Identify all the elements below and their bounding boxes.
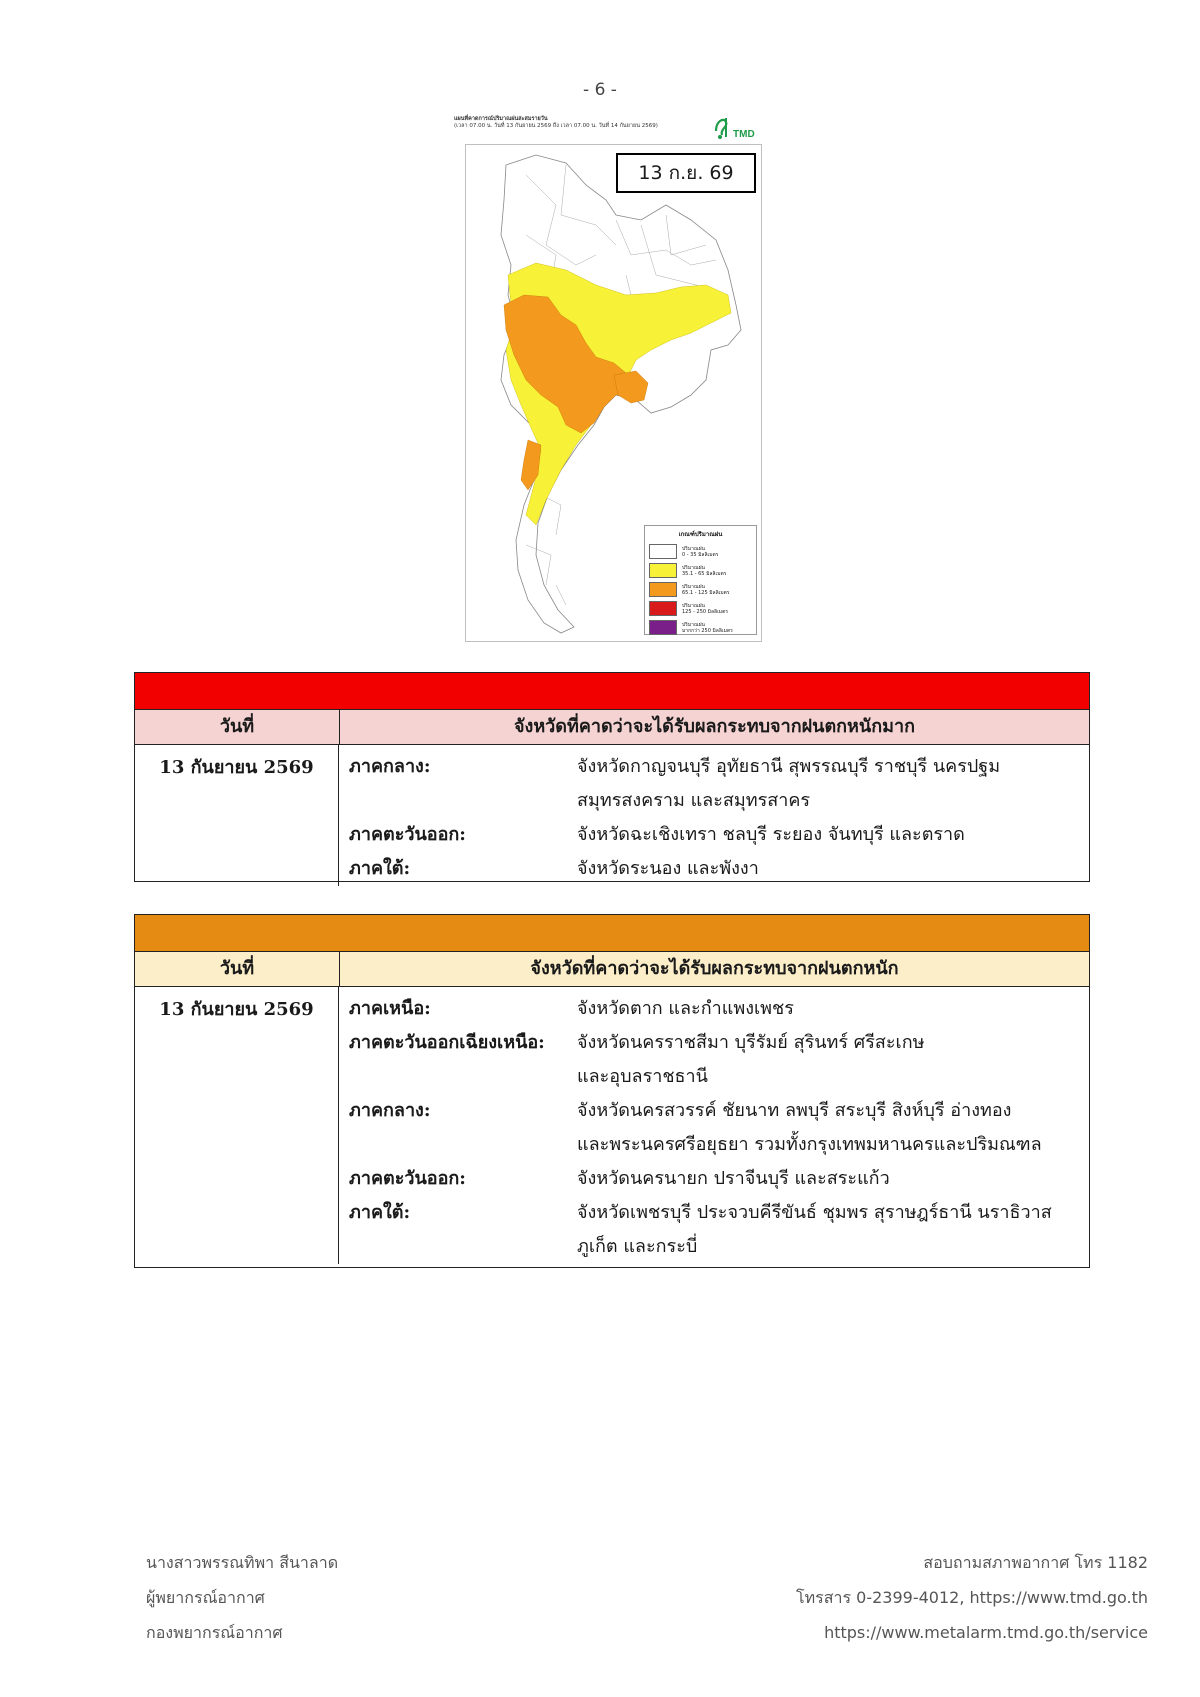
legend-range: 0 - 35 มิลลิเมตร [682, 551, 719, 558]
region-name: ภาคตะวันออก: [349, 824, 466, 845]
legend-item [649, 618, 752, 637]
warning-color-bar-red [135, 673, 1089, 710]
forecaster-name: นางสาวพรรณทิพา สีนาลาด [146, 1553, 339, 1572]
province-line: จังหวัดนครราชสีมา บุรีรัมย์ สุรินทร์ ศรีสะเกษ [577, 1032, 925, 1053]
legend-swatch [649, 544, 677, 559]
legend-swatch [649, 582, 677, 597]
region-north [349, 992, 1089, 1026]
map-frame [465, 144, 762, 642]
heavy-rain-table [134, 914, 1090, 1268]
table-row [135, 745, 1089, 886]
very-heavy-rain-table [134, 672, 1090, 882]
legend-range: มากกว่า 250 มิลลิเมตร [682, 627, 733, 634]
province-line: จังหวัดนครนายก ปราจีนบุรี และสระแก้ว [577, 1168, 890, 1189]
province-line: และพระนครศรีอยุธยา รวมทั้งกรุงเทพมหานครและปริมณฑล [577, 1134, 1042, 1155]
map-date-label: 13 ก.ย. 69 [616, 153, 756, 193]
region-list [339, 987, 1089, 1264]
legend-range: 35.1 - 65 มิลลิเมตร [682, 570, 727, 577]
table-row [135, 987, 1089, 1264]
region-name: ภาคกลาง: [349, 1100, 431, 1121]
legend-label: ปริมาณฝน [682, 564, 705, 571]
region-name: ภาคตะวันออก: [349, 1168, 466, 1189]
province-line: สมุทรสงคราม และสมุทรสาคร [577, 790, 811, 811]
region-provinces [577, 1162, 1089, 1196]
header-provinces: จังหวัดที่คาดว่าจะได้รับผลกระทบจากฝนตกหนัก [530, 958, 899, 979]
legend-label: ปริมาณฝน [682, 602, 705, 609]
legend-swatch [649, 620, 677, 635]
region-provinces [577, 818, 1089, 852]
region-provinces [577, 1094, 1089, 1162]
region-south [349, 852, 1089, 886]
province-line: จังหวัดเพชรบุรี ประจวบคีรีขันธ์ ชุมพร สุราษฎร์ธานี นราธิวาส [577, 1202, 1052, 1223]
forecast-date: 13 กันยายน 2569 [135, 745, 339, 886]
region-name: ภาคกลาง: [349, 756, 431, 777]
header-date: วันที่ [135, 952, 340, 986]
region-provinces [577, 992, 1089, 1026]
fax-and-website: โทรสาร 0-2399-4012, https://www.tmd.go.th [796, 1588, 1148, 1607]
forecaster-title: ผู้พยากรณ์อากาศ [146, 1588, 265, 1607]
legend-swatch [649, 563, 677, 578]
region-provinces [577, 1026, 1089, 1094]
forecaster-info [146, 1545, 338, 1650]
legend-label: ปริมาณฝน [682, 621, 705, 628]
legend-range: 65.1 - 125 มิลลิเมตร [682, 589, 730, 596]
province-line: จังหวัดนครสวรรค์ ชัยนาท ลพบุรี สระบุรี สิงห์บุรี อ่างทอง [577, 1100, 1012, 1121]
province-line: ภูเก็ต และกระบี่ [577, 1236, 698, 1257]
table-header-row [135, 710, 1089, 745]
map-title-line-2: (เวลา 07.00 น. วันที่ 13 กันยายน 2569 ถึง เวลา 07.00 น. วันที่ 14 กันยายน 2569) [454, 123, 658, 129]
legend-label: ปริมาณฝน [682, 583, 705, 590]
header-date: วันที่ [135, 710, 340, 744]
legend-swatch [649, 601, 677, 616]
region-name: ภาคตะวันออกเฉียงเหนือ: [349, 1032, 545, 1053]
map-title-line-1: แผนที่คาดการณ์ปริมาณฝนสะสมรายวัน [454, 116, 548, 122]
legend-title: เกณฑ์ปริมาณฝน [678, 531, 723, 538]
header-provinces: จังหวัดที่คาดว่าจะได้รับผลกระทบจากฝนตกหนักมาก [513, 716, 915, 737]
map-title [454, 116, 679, 130]
region-northeast [349, 1026, 1089, 1094]
warning-color-bar-orange [135, 915, 1089, 952]
region-provinces [577, 750, 1089, 818]
legend-item [649, 599, 752, 618]
logo-text: TMD [733, 129, 755, 140]
rainfall-forecast-map-figure [448, 108, 760, 640]
region-list [339, 745, 1089, 886]
province-line: จังหวัดฉะเชิงเทรา ชลบุรี ระยอง จันทบุรี และตราด [577, 824, 965, 845]
legend-item [649, 561, 752, 580]
province-line: และอุบลราชธานี [577, 1066, 708, 1087]
forecast-date: 13 กันยายน 2569 [135, 987, 339, 1264]
forecaster-department: กองพยากรณ์อากาศ [146, 1623, 283, 1642]
region-south [349, 1196, 1089, 1264]
page-number: - 6 - [583, 80, 617, 100]
legend-label: ปริมาณฝน [682, 545, 705, 552]
region-provinces [577, 1196, 1089, 1264]
contact-info [796, 1545, 1148, 1650]
table-header-row [135, 952, 1089, 987]
region-name: ภาคใต้: [349, 858, 411, 879]
region-central [349, 1094, 1089, 1162]
legend-item [649, 580, 752, 599]
legend-item [649, 542, 752, 561]
province-line: จังหวัดระนอง และพังงา [577, 858, 759, 879]
legend-range: 125 - 250 มิลลิเมตร [682, 608, 729, 615]
region-name: ภาคเหนือ: [349, 998, 431, 1019]
region-east [349, 818, 1089, 852]
region-name: ภาคใต้: [349, 1202, 411, 1223]
province-line: จังหวัดกาญจนบุรี อุทัยธานี สุพรรณบุรี ราชบุรี นครปฐม [577, 756, 1001, 777]
map-legend [644, 525, 757, 635]
weather-hotline: สอบถามสภาพอากาศ โทร 1182 [923, 1553, 1148, 1572]
metalarm-link[interactable]: https://www.metalarm.tmd.go.th/service [824, 1623, 1148, 1642]
region-east [349, 1162, 1089, 1196]
tmd-logo [710, 113, 755, 141]
region-provinces [577, 852, 1089, 886]
region-central [349, 750, 1089, 818]
province-line: จังหวัดตาก และกำแพงเพชร [577, 998, 794, 1019]
